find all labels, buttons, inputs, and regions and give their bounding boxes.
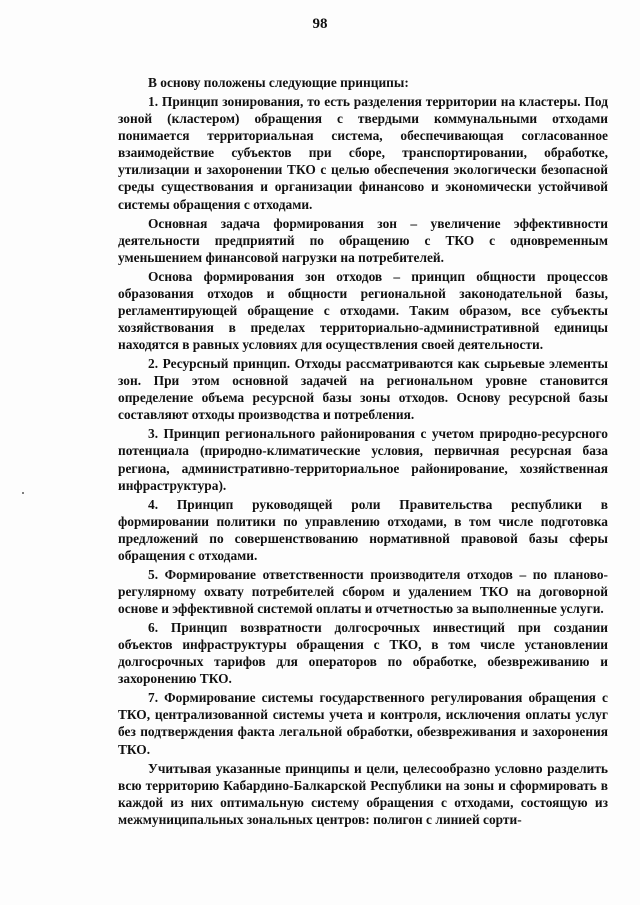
paragraph-principle-1: 1. Принцип зонирования, то есть разделения территории на кластеры. Под зоной (кластером) обращения с твердыми коммунальными отходами понимается территориальная система, обеспечивающая согласованное взаимодействие субъектов при сборе, транспортировании, обработке, утилизации и захоронении ТКО с целью обеспечения экологически безопасной среды существования и организации финансово и экономически устойчивой системы обращения с отходами. (118, 93, 608, 212)
paragraph-principle-2: 2. Ресурсный принцип. Отходы рассматриваются как сырьевые элементы зон. При этом основной задачей на региональном уровне становится определение объема ресурсной базы зоны отходов. Основу ресурсной базы составляют отходы производства и потребления. (118, 356, 608, 423)
paragraph-principle-7: 7. Формирование системы государственного регулирования обращения с ТКО, централизованной системы учета и контроля, исключения оплаты услуг без подтверждения факта легальной обработки, обезвреживания и захоронения ТКО. (118, 690, 608, 757)
paragraph-conclusion: Учитывая указанные принципы и цели, целесообразно условно разделить всю территорию Кабардино-Балкарской Республики на зоны и сформировать в каждой из них оптимальную систему обращения с отходами, состоящую из межмуниципальных зональных центров: полигон с линией сорти- (118, 760, 608, 827)
paragraph-principle-5: 5. Формирование ответственности производителя отходов – по планово-регулярному охвату потребителей сбором и удалением ТКО на договорной основе и эффективной системой оплаты и отчетностью за выполненные услуги. (118, 566, 608, 617)
paragraph-intro: В основу положены следующие принципы: (148, 75, 409, 90)
paragraph-basis: Основа формирования зон отходов – принцип общности процессов образования отходов и общности региональной законодательной базы, регламентирующей обращение с отходами. Таким образом, все субъекты хозяйствования в пределах территориально-административной единицы находятся в равных условиях для осуществления своей деятельности. (118, 268, 608, 353)
scan-speck (22, 492, 24, 494)
paragraph-main-task: Основная задача формирования зон – увеличение эффективности деятельности предприятий по обращению с ТКО с одновременным уменьшением финансовой нагрузки на потребителей. (118, 215, 608, 265)
paragraph-principle-4: 4. Принцип руководящей роли Правительства республики в формировании политики по управлению отходами, в том числе подготовка предложений по совершенствованию нормативной правовой базы сферы обращения с отходами. (118, 496, 608, 563)
page-number: 98 (312, 16, 328, 32)
paragraph-principle-6: 6. Принцип возвратности долгосрочных инвестиций при создании объектов инфраструктуры обращения с ТКО, в том числе установлении долгосрочных тарифов для операторов по обработке, обезвреживанию и захоронению ТКО. (118, 620, 608, 687)
document-body (118, 74, 608, 828)
paragraph-principle-3: 3. Принцип регионального районирования с учетом природно-ресурсного потенциала (природно-климатические условия, первичная ресурсная база региона, административно-территориальное районирование, хозяйственная инфраструктура). (118, 426, 608, 493)
